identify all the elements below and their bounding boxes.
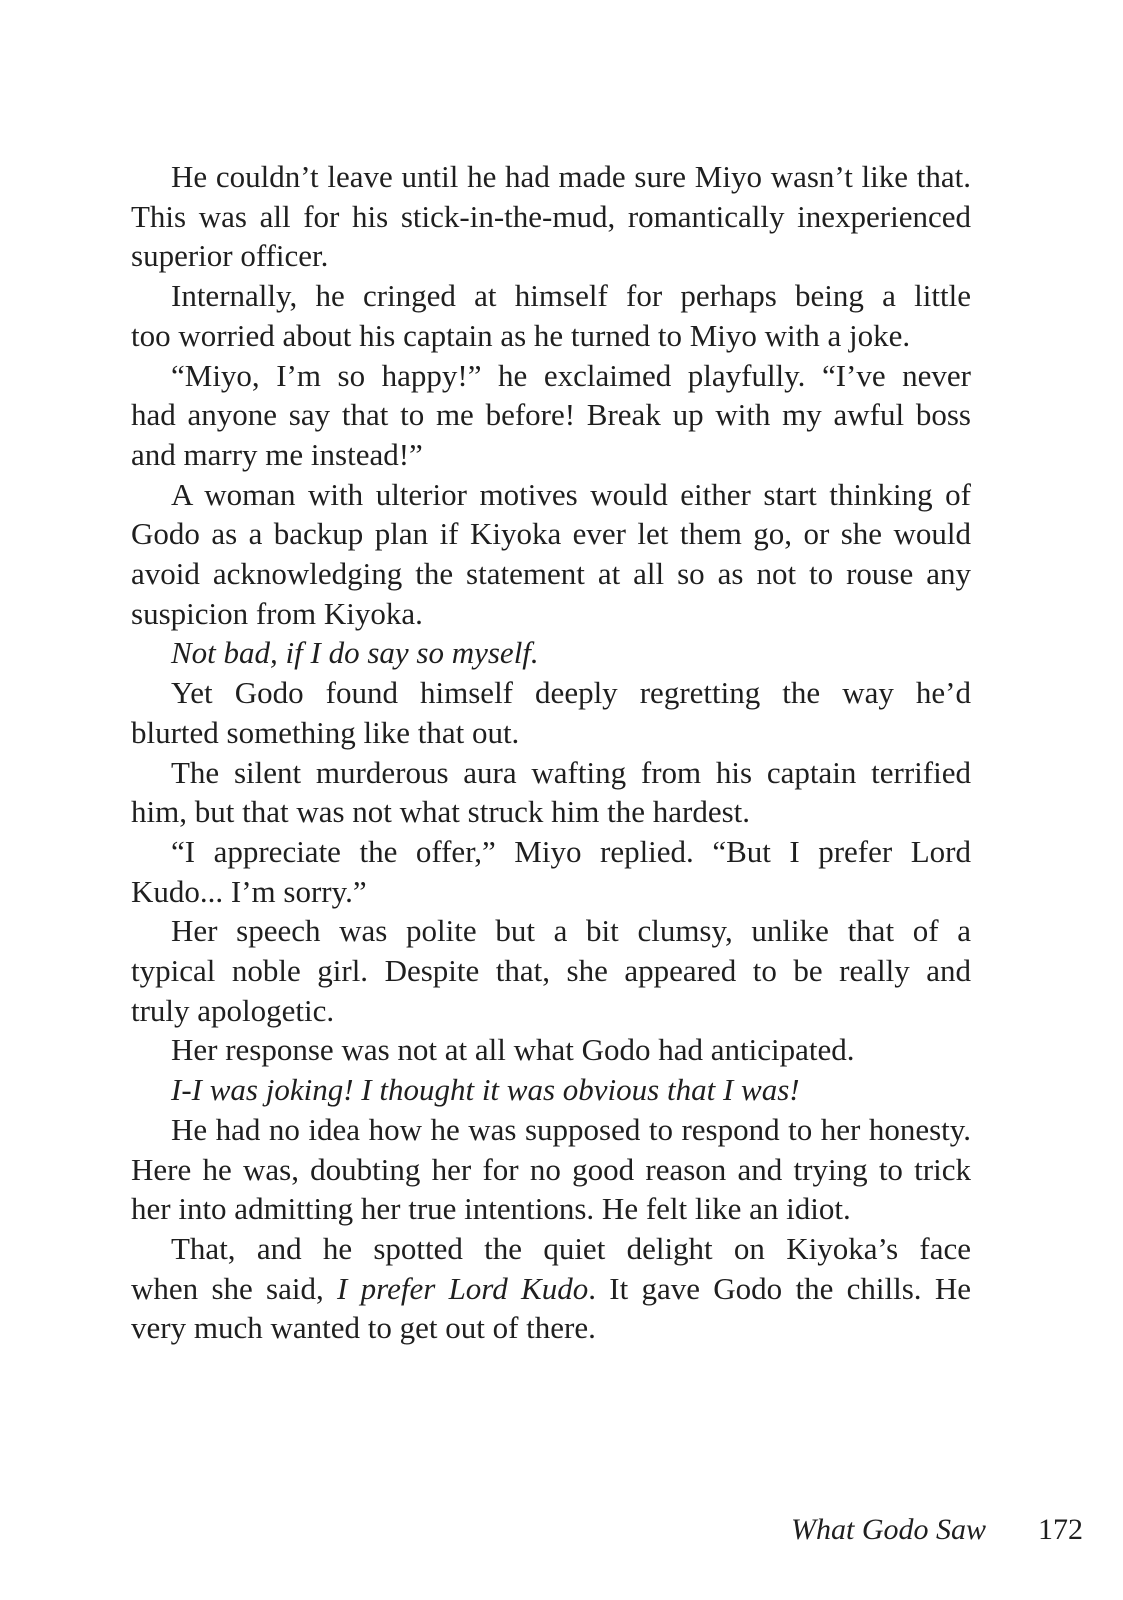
text-line bbox=[131, 435, 971, 475]
text-segment: avoid acknowledging the statement at all so as not to rouse any bbox=[131, 556, 971, 592]
text-line bbox=[131, 1189, 971, 1229]
text-line bbox=[131, 395, 971, 435]
text-segment: too worried about his captain as he turned to Miyo with a joke. bbox=[131, 317, 911, 353]
text-segment: He had no idea how he was supposed to respond to her honesty. bbox=[171, 1111, 971, 1147]
page-number: 172 bbox=[1038, 1513, 1083, 1546]
text-segment: This was all for his stick-in-the-mud, romantically inexperienced bbox=[131, 198, 971, 234]
text-line bbox=[131, 594, 971, 634]
text-line bbox=[131, 1070, 971, 1110]
paragraph bbox=[131, 475, 971, 634]
text-line bbox=[131, 316, 971, 356]
text-segment: and marry me instead!” bbox=[131, 436, 423, 472]
text-line bbox=[131, 1269, 971, 1309]
text-segment: when she said, bbox=[131, 1270, 338, 1306]
text-line bbox=[131, 753, 971, 793]
text-segment: him, but that was not what struck him the hardest. bbox=[131, 794, 751, 830]
text-line bbox=[131, 356, 971, 396]
text-segment: Her speech was polite but a bit clumsy, unlike that of a bbox=[171, 913, 971, 949]
text-segment: Here he was, doubting her for no good reason and trying to trick bbox=[131, 1151, 971, 1187]
text-line bbox=[131, 197, 971, 237]
text-segment: superior officer. bbox=[131, 238, 329, 274]
text-segment: He couldn’t leave until he had made sure Miyo wasn’t like that. bbox=[171, 159, 971, 194]
paragraph bbox=[131, 673, 971, 752]
text-line bbox=[131, 1229, 971, 1269]
text-line bbox=[131, 673, 971, 713]
text-segment: Kudo... I’m sorry.” bbox=[131, 873, 367, 909]
text-segment: “Miyo, I’m so happy!” he exclaimed playfully. “I’ve never bbox=[171, 357, 971, 393]
text-segment: had anyone say that to me before! Break up with my awful boss bbox=[131, 397, 971, 433]
text-segment: Not bad, if I do say so myself. bbox=[171, 635, 539, 671]
text-line bbox=[131, 236, 971, 276]
page-footer bbox=[791, 1510, 1083, 1550]
text-segment: “I appreciate the offer,” Miyo replied. “But I prefer Lord bbox=[171, 833, 971, 869]
text-line bbox=[131, 554, 971, 594]
running-title: What Godo Saw bbox=[791, 1513, 986, 1546]
text-segment: blurted something like that out. bbox=[131, 714, 520, 750]
text-line bbox=[131, 792, 971, 832]
text-line bbox=[131, 1030, 971, 1070]
text-segment: Her response was not at all what Godo had anticipated. bbox=[171, 1032, 855, 1068]
text-segment: That, and he spotted the quiet delight on Kiyoka’s face bbox=[171, 1230, 971, 1266]
text-segment: Yet Godo found himself deeply regretting the way he’d bbox=[171, 675, 971, 711]
text-line bbox=[131, 872, 971, 912]
text-line bbox=[131, 911, 971, 951]
text-line bbox=[131, 1308, 971, 1348]
text-segment: her into admitting her true intentions. He felt like an idiot. bbox=[131, 1191, 851, 1227]
text-line bbox=[131, 1150, 971, 1190]
paragraph bbox=[131, 911, 971, 1030]
text-segment: very much wanted to get out of there. bbox=[131, 1310, 596, 1346]
text-line bbox=[131, 1110, 971, 1150]
text-segment: The silent murderous aura wafting from his captain terrified bbox=[171, 754, 971, 790]
text-segment: truly apologetic. bbox=[131, 992, 335, 1028]
text-segment: Godo as a backup plan if Kiyoka ever let them go, or she would bbox=[131, 516, 971, 552]
text-segment: Internally, he cringed at himself for perhaps being a little bbox=[171, 278, 971, 314]
text-line bbox=[131, 713, 971, 753]
paragraph bbox=[131, 1070, 971, 1110]
text-segment: . It gave Godo the chills. He bbox=[588, 1270, 971, 1306]
page-text bbox=[131, 157, 971, 1348]
text-line bbox=[131, 475, 971, 515]
paragraph bbox=[131, 276, 971, 355]
paragraph bbox=[131, 1110, 971, 1229]
paragraph bbox=[131, 356, 971, 475]
text-segment: typical noble girl. Despite that, she appeared to be really and bbox=[131, 953, 971, 989]
paragraph bbox=[131, 1030, 971, 1070]
text-line bbox=[131, 276, 971, 316]
paragraph bbox=[131, 157, 971, 276]
text-line bbox=[131, 633, 971, 673]
emphasized-text: I prefer Lord Kudo bbox=[337, 1270, 589, 1306]
paragraph bbox=[131, 832, 971, 911]
paragraph bbox=[131, 633, 971, 673]
text-segment: A woman with ulterior motives would either start thinking of bbox=[171, 476, 971, 512]
text-line bbox=[131, 951, 971, 991]
text-line bbox=[131, 157, 971, 197]
text-line bbox=[131, 991, 971, 1031]
text-line bbox=[131, 832, 971, 872]
text-line bbox=[131, 514, 971, 554]
text-segment: I-I was joking! I thought it was obvious that I was! bbox=[171, 1072, 800, 1108]
paragraph bbox=[131, 753, 971, 832]
text-segment: suspicion from Kiyoka. bbox=[131, 595, 423, 631]
paragraph bbox=[131, 1229, 971, 1348]
